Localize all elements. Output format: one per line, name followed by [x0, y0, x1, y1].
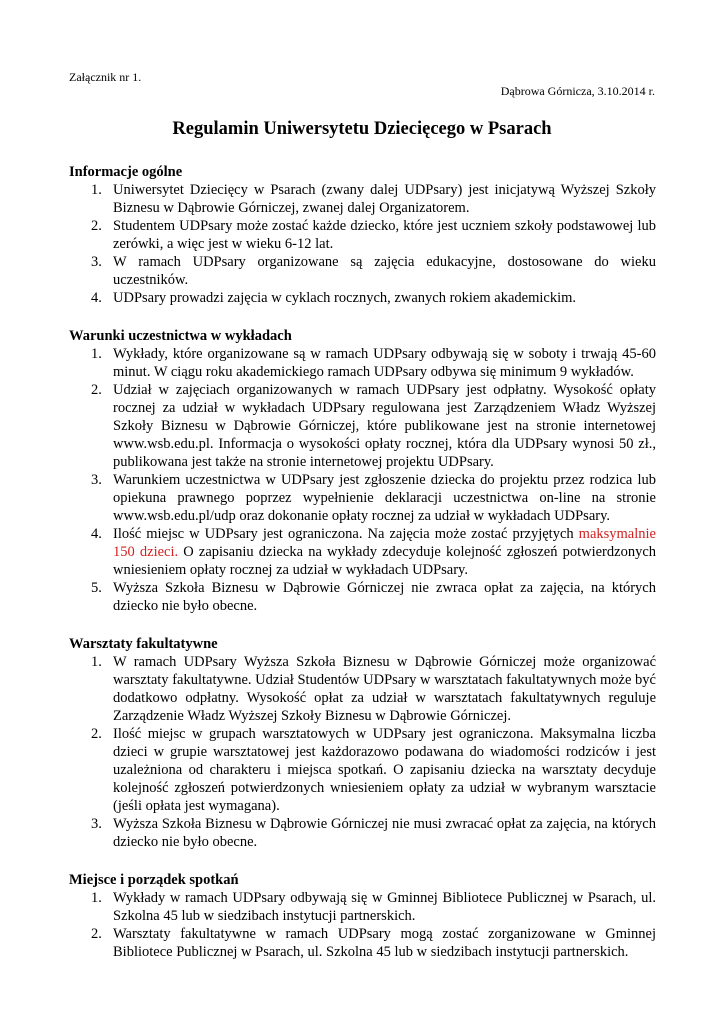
- section-heading: Miejsce i porządek spotkań: [69, 872, 239, 888]
- numbered-list: [69, 889, 656, 961]
- highlighted-limit: maksymalnie 150 dzieci.: [113, 526, 656, 560]
- section-heading: Warunki uczestnictwa w wykładach: [69, 328, 292, 344]
- section-general-info: [69, 163, 656, 307]
- section-lecture-conditions: [69, 327, 656, 615]
- numbered-list: [69, 181, 656, 307]
- list-item: 3. Wyższa Szkoła Biznesu w Dąbrowie Górniczej nie musi zwracać opłat za zajęcia, na których dziecko nie było obecne.: [91, 816, 656, 850]
- list-item: 1. Wykłady, które organizowane są w ramach UDPsary odbywają się w soboty i trwają 45-60 minut. W ciągu roku akademickiego ramach UDPsary odbywa się minimum 9 wykładów.: [91, 346, 656, 380]
- list-item: 1. Uniwersytet Dziecięcy w Psarach (zwany dalej UDPsary) jest inicjatywą Wyższej Szkoły Biznesu w Dąbrowie Górniczej, zwanej dalej Organizatorem.: [91, 182, 656, 216]
- list-item: 4. Ilość miejsc w UDPsary jest ograniczona. Na zajęcia może zostać przyjętych maksymalnie 150 dzieci. O zapisaniu dziecka na wykłady zdecyduje kolejność zgłoszeń potwierdzonych wniesieniem opłaty rocznej za udział w wykładach UDPsary.: [91, 526, 657, 578]
- list-item: 2. Udział w zajęciach organizowanych w ramach UDPsary jest odpłatny. Wysokość opłaty rocznej za udział w wykładach UDPsary regulowana jest Zarządzeniem Władz Wyższej Szkoły Biznesu w Dąbrowie Górniczej, które publikowane jest na stronie internetowej www.wsb.edu.pl. Informacja o wysokości opłaty rocznej, która dla UDPsary wynosi 50 zł., publikowana jest także na stronie internetowej projektu UDPsary.: [91, 382, 656, 470]
- section-venue: [69, 871, 656, 961]
- list-item: 2. Studentem UDPsary może zostać każde dziecko, które jest uczniem szkoły podstawowej lub zerówki, a więc jest w wieku 6-12 lat.: [91, 218, 656, 252]
- annex-label: Załącznik nr 1.: [69, 70, 142, 84]
- list-item: 2. Ilość miejsc w grupach warsztatowych w UDPsary jest ograniczona. Maksymalna liczba dzieci w grupie warsztatowej jest każdorazowo podawana do wiadomości rodziców i jest uzależniona od charakteru i miejsca spotkań. O zapisaniu dziecka na warsztaty decyduje kolejność zgłoszeń potwierdzonych wniesieniem opłaty za udział w wybranym warsztacie (jeśli opłata jest wymagana).: [91, 726, 656, 814]
- list-item: 5. Wyższa Szkoła Biznesu w Dąbrowie Górniczej nie zwraca opłat za zajęcia, na których dziecko nie było obecne.: [91, 580, 656, 614]
- document-date: Dąbrowa Górnicza, 3.10.2014 r.: [500, 84, 655, 98]
- section-heading: Informacje ogólne: [69, 164, 183, 180]
- numbered-list: [69, 345, 656, 615]
- numbered-list: [69, 653, 656, 851]
- list-item: 1. W ramach UDPsary Wyższa Szkoła Biznesu w Dąbrowie Górniczej może organizować warsztaty fakultatywne. Udział Studentów UDPsary w warsztatach fakultatywnych może być dodatkowo odpłatny. Wysokość opłat za udział w warsztatach fakultatywnych reguluje Zarządzenie Władz Wyższej Szkoły Biznesu w Dąbrowie Górniczej.: [91, 654, 656, 724]
- list-item: 3. Warunkiem uczestnictwa w UDPsary jest zgłoszenie dziecka do projektu przez rodzica lub opiekuna prawnego poprzez wypełnienie deklaracji uczestnictwa on-line na stronie www.wsb.edu.pl/udp oraz dokonanie opłaty rocznej za udział w wykładach UDPsary.: [91, 472, 656, 524]
- section-heading: Warsztaty fakultatywne: [69, 636, 218, 652]
- document-content: [69, 163, 656, 981]
- section-workshops: [69, 635, 656, 851]
- list-item: 2. Warsztaty fakultatywne w ramach UDPsary mogą zostać zorganizowane w Gminnej Bibliotece Publicznej w Psarach, ul. Szkolna 45 lub w siedzibach instytucji partnerskich.: [91, 926, 656, 960]
- list-item: 1. Wykłady w ramach UDPsary odbywają się w Gminnej Bibliotece Publicznej w Psarach, ul. Szkolna 45 lub w siedzibach instytucji partnerskich.: [91, 890, 656, 924]
- document-title: Regulamin Uniwersytetu Dziecięcego w Psarach: [172, 119, 552, 139]
- list-item: 4. UDPsary prowadzi zajęcia w cyklach rocznych, zwanych rokiem akademickim.: [91, 290, 577, 306]
- list-item: 3. W ramach UDPsary organizowane są zajęcia edukacyjne, dostosowane do wieku uczestników.: [91, 254, 656, 288]
